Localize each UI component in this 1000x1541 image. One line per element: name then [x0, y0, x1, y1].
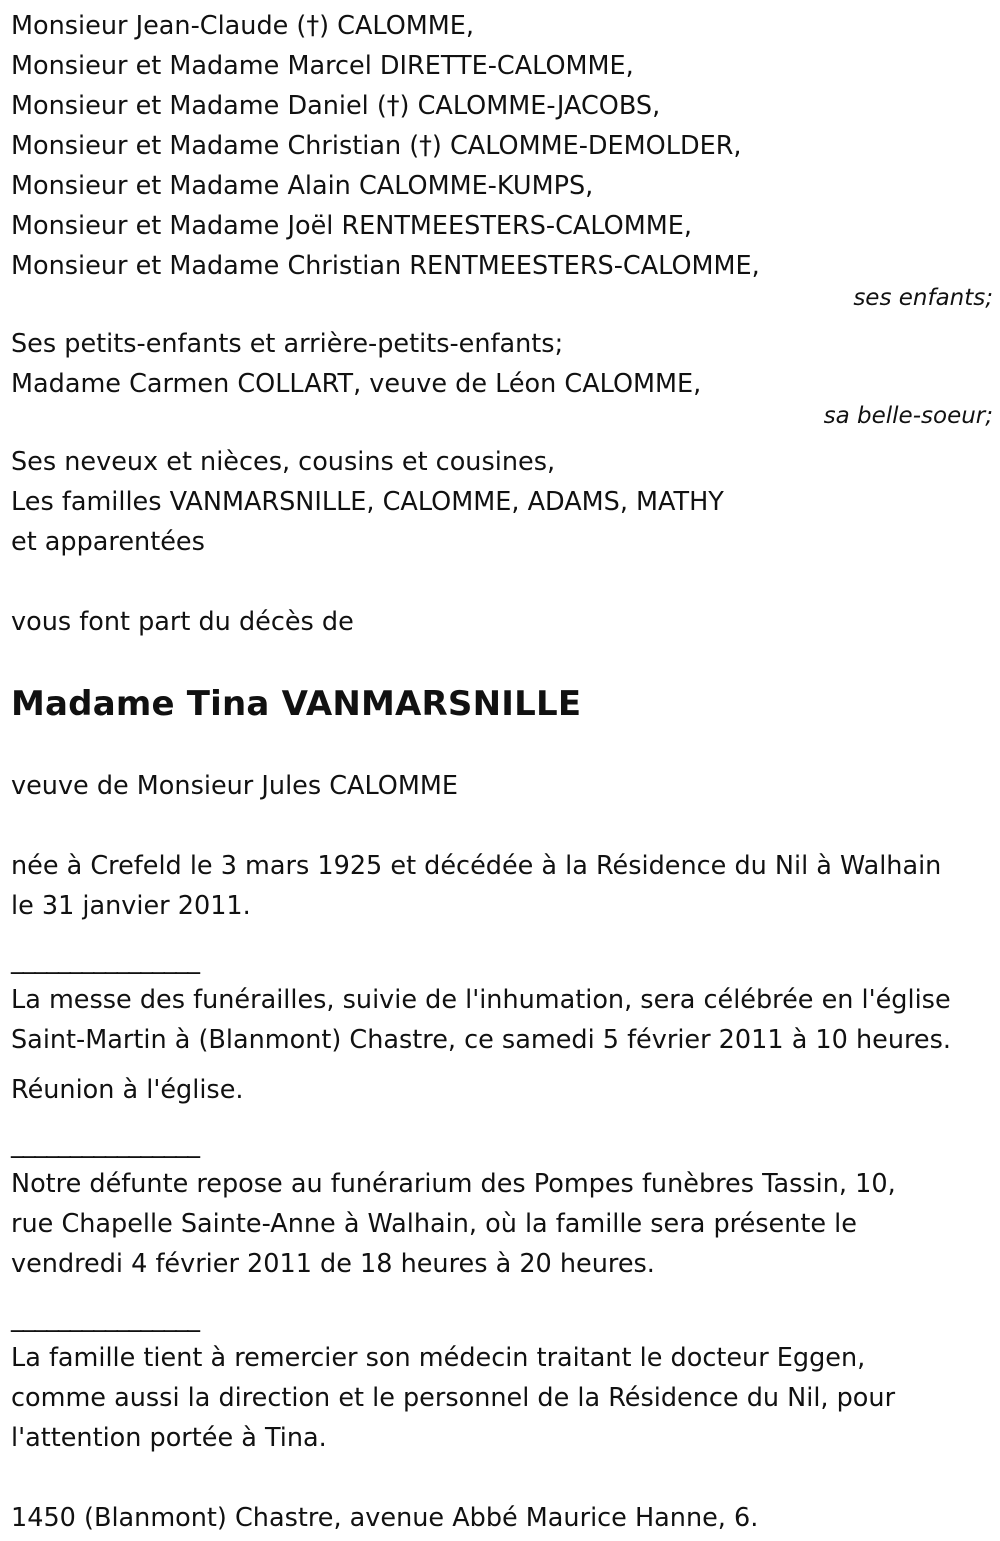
- funeral-paragraph: [11, 980, 993, 1060]
- section-divider: ________________: [11, 1129, 199, 1159]
- relatives-line: et apparentées: [11, 527, 205, 557]
- children-role-label: ses enfants;: [853, 285, 993, 311]
- visitation-line: vendredi 4 février 2011 de 18 heures à 20 heures.: [11, 1249, 655, 1279]
- thanks-line: La famille tient à remercier son médecin traitant le docteur Eggen,: [11, 1343, 866, 1373]
- funeral-line: La messe des funérailles, suivie de l'inhumation, sera célébrée en l'église: [11, 985, 951, 1015]
- widow-of-line: veuve de Monsieur Jules CALOMME: [11, 771, 458, 801]
- child-line: Monsieur et Madame Joël RENTMEESTERS-CALOMME,: [11, 211, 692, 241]
- birth-death-paragraph: [11, 846, 993, 926]
- thanks-line: comme aussi la direction et le personnel de la Résidence du Nil, pour: [11, 1383, 896, 1413]
- children-list: [11, 6, 993, 286]
- visitation-paragraph: [11, 1164, 993, 1284]
- child-line: Monsieur et Madame Marcel DIRETTE-CALOMME,: [11, 51, 634, 81]
- grandchildren-line: Ses petits-enfants et arrière-petits-enfants;: [11, 329, 564, 359]
- family-address: 1450 (Blanmont) Chastre, avenue Abbé Maurice Hanne, 6.: [11, 1503, 759, 1533]
- thanks-paragraph: [11, 1338, 993, 1458]
- visitation-line: rue Chapelle Sainte-Anne à Walhain, où la famille sera présente le: [11, 1209, 857, 1239]
- relatives-line: Ses neveux et nièces, cousins et cousines,: [11, 447, 556, 477]
- sister-in-law-role-label: sa belle-soeur;: [823, 403, 993, 429]
- child-line: Monsieur et Madame Daniel (†) CALOMME-JACOBS,: [11, 91, 661, 121]
- relatives-line: Les familles VANMARSNILLE, CALOMME, ADAMS, MATHY: [11, 487, 724, 517]
- announcement-text: vous font part du décès de: [11, 607, 354, 637]
- child-line: Monsieur et Madame Alain CALOMME-KUMPS,: [11, 171, 594, 201]
- birth-death-line: née à Crefeld le 3 mars 1925 et décédée à la Résidence du Nil à Walhain: [11, 851, 942, 881]
- birth-death-line: le 31 janvier 2011.: [11, 891, 251, 921]
- funeral-line: Saint-Martin à (Blanmont) Chastre, ce samedi 5 février 2011 à 10 heures.: [11, 1025, 951, 1055]
- section-divider: ________________: [11, 1303, 199, 1333]
- relatives-list: [11, 442, 993, 562]
- visitation-line: Notre défunte repose au funérarium des Pompes funèbres Tassin, 10,: [11, 1169, 896, 1199]
- meeting-line: Réunion à l'église.: [11, 1075, 244, 1105]
- section-divider: ________________: [11, 945, 199, 975]
- child-line: Monsieur Jean-Claude (†) CALOMME,: [11, 11, 475, 41]
- child-line: Monsieur et Madame Christian RENTMEESTERS-CALOMME,: [11, 251, 760, 281]
- thanks-line: l'attention portée à Tina.: [11, 1423, 327, 1453]
- child-line: Monsieur et Madame Christian (†) CALOMME-DEMOLDER,: [11, 131, 742, 161]
- obituary-notice: [11, 6, 993, 1538]
- deceased-name: Madame Tina VANMARSNILLE: [11, 684, 582, 724]
- sister-in-law-line: Madame Carmen COLLART, veuve de Léon CALOMME,: [11, 369, 702, 399]
